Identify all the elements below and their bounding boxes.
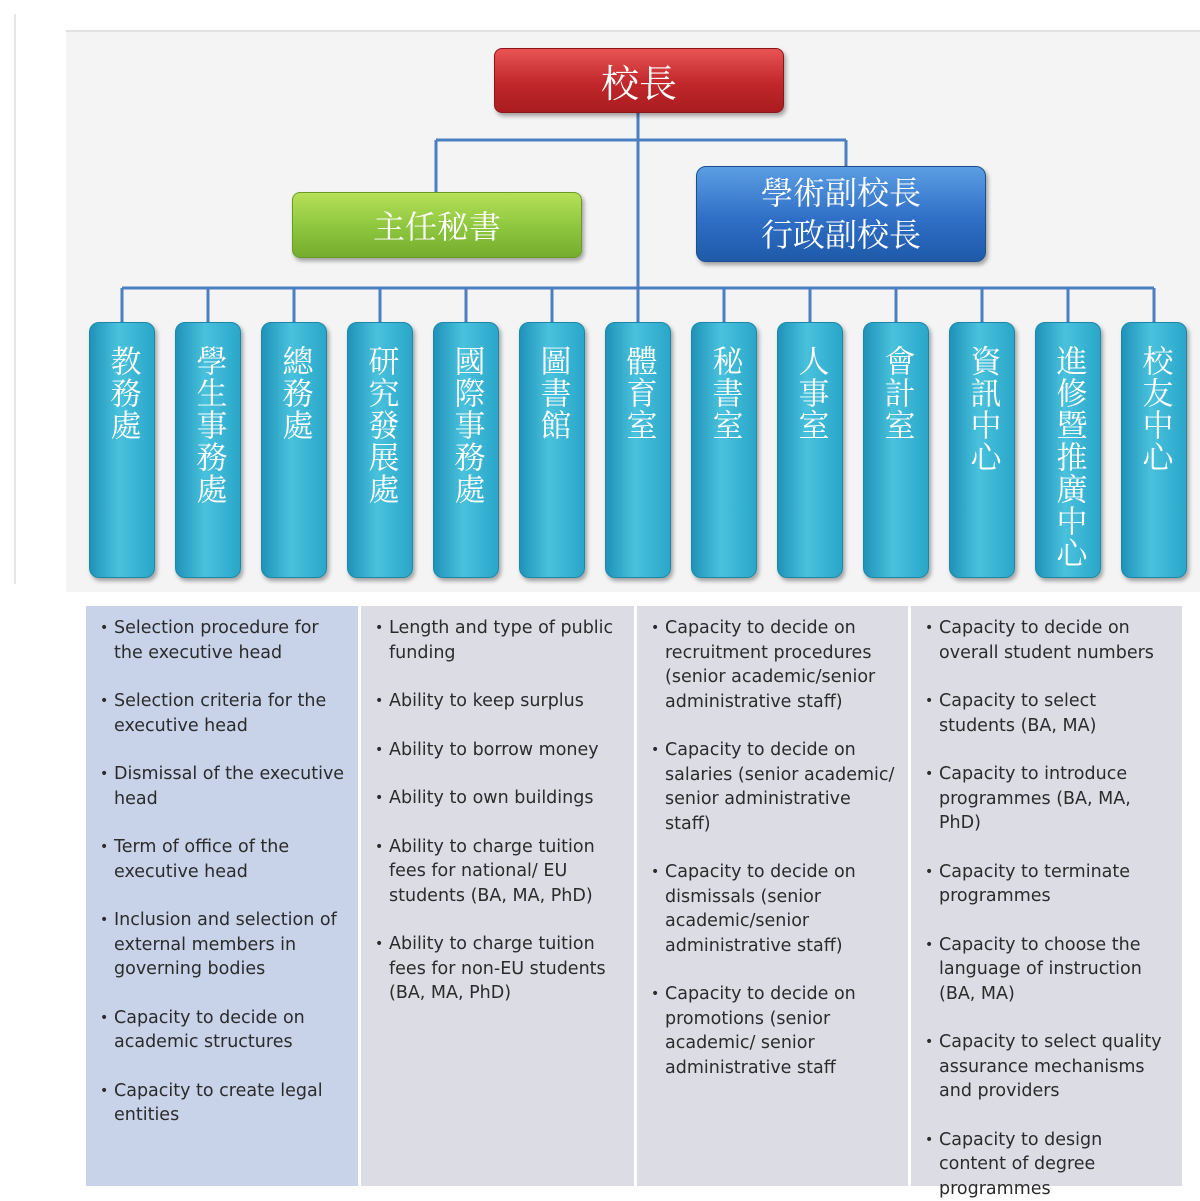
dept-label-1: 學生事務處 xyxy=(193,345,224,505)
dept-label-6: 體育室 xyxy=(623,345,654,441)
autonomy-table xyxy=(86,606,1182,1186)
vp-administrative-label: 行政副校長 xyxy=(761,214,921,256)
dept-box-5 xyxy=(519,322,585,578)
dept-label-12: 校友中心 xyxy=(1139,345,1170,473)
list-item: • Term of office of the executive head xyxy=(100,835,348,884)
list-item: • Capacity to introduce programmes (BA, MA, PhD) xyxy=(925,762,1172,836)
dept-label-2: 總務處 xyxy=(279,345,310,441)
dept-label-7: 秘書室 xyxy=(709,345,740,441)
list-item: • Capacity to design content of degree programmes xyxy=(925,1128,1172,1201)
dept-label-8: 人事室 xyxy=(795,345,826,441)
list-item: • Dismissal of the executive head xyxy=(100,762,348,811)
dept-box-0 xyxy=(89,322,155,578)
table-column-1 xyxy=(86,606,358,1186)
list-item: • Length and type of public funding xyxy=(375,616,624,665)
principal-box xyxy=(494,48,784,113)
list-item: • Ability to charge tuition fees for non-EU students (BA, MA, PhD) xyxy=(375,932,624,1006)
dept-label-10: 資訊中心 xyxy=(967,345,998,473)
dept-label-9: 會計室 xyxy=(881,345,912,441)
dept-box-8 xyxy=(777,322,843,578)
list-item: • Selection procedure for the executive head xyxy=(100,616,348,665)
table-column-3 xyxy=(634,606,908,1186)
dept-box-6 xyxy=(605,322,671,578)
dept-box-1 xyxy=(175,322,241,578)
list-item: • Capacity to decide on overall student numbers xyxy=(925,616,1172,665)
list-item: • Capacity to select students (BA, MA) xyxy=(925,689,1172,738)
list-item: • Ability to charge tuition fees for national/ EU students (BA, MA, PhD) xyxy=(375,835,624,909)
principal-label: 校長 xyxy=(601,53,677,108)
dept-box-9 xyxy=(863,322,929,578)
dept-label-5: 圖書館 xyxy=(537,345,568,441)
chief-secretary-box xyxy=(292,192,582,258)
vice-presidents-box xyxy=(696,166,986,262)
dept-box-10 xyxy=(949,322,1015,578)
list-item: • Capacity to terminate programmes xyxy=(925,860,1172,909)
dept-label-0: 教務處 xyxy=(107,345,138,441)
dept-box-12 xyxy=(1121,322,1187,578)
list-item: • Ability to own buildings xyxy=(375,786,624,811)
dept-label-4: 國際事務處 xyxy=(451,345,482,505)
list-item: • Inclusion and selection of external members in governing bodies xyxy=(100,908,348,982)
dept-box-2 xyxy=(261,322,327,578)
list-item: • Capacity to decide on recruitment procedures (senior academic/senior administrative staff) xyxy=(651,616,898,714)
list-item: • Capacity to select quality assurance mechanisms and providers xyxy=(925,1030,1172,1104)
dept-label-11: 進修暨推廣中心 xyxy=(1053,345,1084,569)
list-item: • Capacity to create legal entities xyxy=(100,1079,348,1128)
list-item: • Capacity to decide on promotions (senior academic/ senior administrative staff xyxy=(651,982,898,1080)
dept-box-7 xyxy=(691,322,757,578)
list-item: • Ability to borrow money xyxy=(375,738,624,763)
list-item: • Capacity to decide on dismissals (senior academic/senior administrative staff) xyxy=(651,860,898,958)
list-item: • Capacity to choose the language of instruction (BA, MA) xyxy=(925,933,1172,1007)
dept-box-4 xyxy=(433,322,499,578)
table-column-4 xyxy=(908,606,1182,1186)
chief-secretary-label: 主任秘書 xyxy=(373,202,501,248)
list-item: • Capacity to decide on salaries (senior academic/ senior administrative staff) xyxy=(651,738,898,836)
list-item: • Selection criteria for the executive head xyxy=(100,689,348,738)
dept-label-3: 研究發展處 xyxy=(365,345,396,505)
dept-box-11 xyxy=(1035,322,1101,578)
list-item: • Capacity to decide on academic structures xyxy=(100,1006,348,1055)
table-column-2 xyxy=(358,606,634,1186)
list-item: • Ability to keep surplus xyxy=(375,689,624,714)
vp-academic-label: 學術副校長 xyxy=(761,172,921,214)
dept-box-3 xyxy=(347,322,413,578)
